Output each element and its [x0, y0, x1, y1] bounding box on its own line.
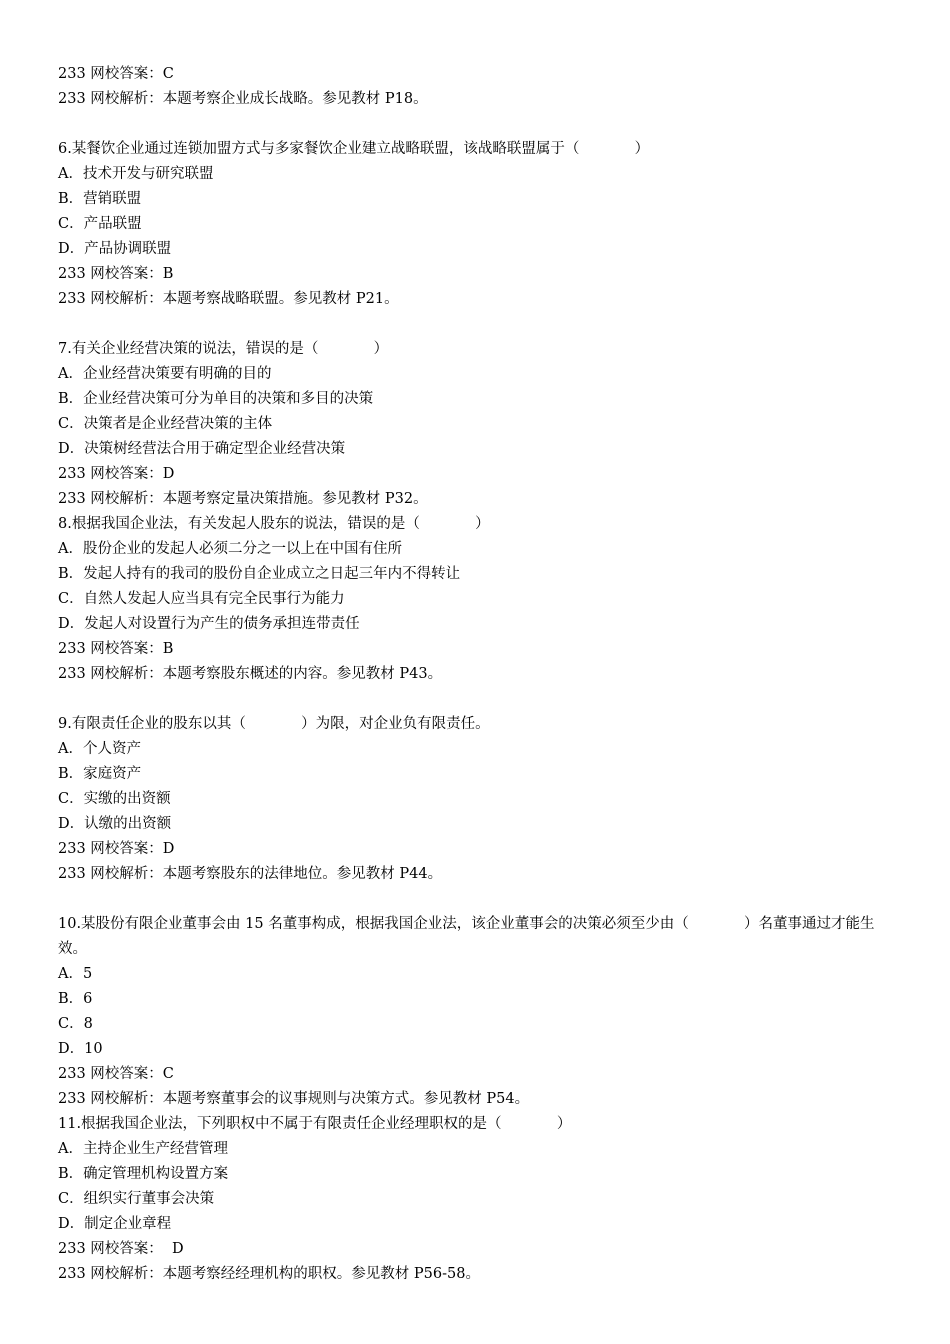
option-line: B．家庭资产	[58, 766, 142, 782]
analysis-line: 233 网校解析：本题考察战略联盟。参见教材 P21。	[58, 291, 399, 307]
answer-line: 233 网校答案：C	[58, 1066, 174, 1082]
option-line: A．主持企业生产经营管理	[58, 1141, 228, 1157]
option-line: B．企业经营决策可分为单目的决策和多目的决策	[58, 391, 374, 407]
analysis-line: 233 网校解析：本题考察经经理机构的职权。参见教材 P56-58。	[58, 1266, 480, 1282]
option-line: C．8	[58, 1016, 93, 1032]
question-text: 8.根据我国企业法，有关发起人股东的说法，错误的是（ ）	[58, 516, 490, 532]
analysis-line: 233 网校解析：本题考察董事会的议事规则与决策方式。参见教材 P54。	[58, 1091, 530, 1107]
analysis-line: 233 网校解析：本题考察定量决策措施。参见教材 P32。	[58, 491, 428, 507]
option-line: C．组织实行董事会决策	[58, 1191, 215, 1207]
answer-line: 233 网校答案：D	[58, 466, 175, 482]
question-text: 9.有限责任企业的股东以其（ ）为限，对企业负有限责任。	[58, 716, 490, 732]
option-line: A．股份企业的发起人必须二分之一以上在中国有住所	[58, 541, 402, 557]
blank-line	[58, 112, 898, 137]
answer-line: 233 网校答案：B	[58, 266, 174, 282]
analysis-line: 233 网校解析：本题考察股东概述的内容。参见教材 P43。	[58, 666, 443, 682]
blank-line	[58, 687, 898, 712]
analysis-line: 233 网校解析：本题考察企业成长战略。参见教材 P18。	[58, 91, 428, 107]
analysis-line: 233 网校解析：本题考察股东的法律地位。参见教材 P44。	[58, 866, 443, 882]
option-line: D．产品协调联盟	[58, 241, 172, 257]
option-line: C．实缴的出资额	[58, 791, 171, 807]
blank-line	[58, 887, 898, 912]
option-line: B．发起人持有的我司的股份自企业成立之日起三年内不得转让	[58, 566, 461, 582]
option-line: D．10	[58, 1041, 103, 1057]
option-line: C．自然人发起人应当具有完全民事行为能力	[58, 591, 345, 607]
option-line: C．产品联盟	[58, 216, 142, 232]
answer-line: 233 网校答案：C	[58, 66, 174, 82]
option-line: B．确定管理机构设置方案	[58, 1166, 229, 1182]
option-line: C．决策者是企业经营决策的主体	[58, 416, 273, 432]
answer-line: 233 网校答案： D	[58, 1241, 184, 1257]
answer-line: 233 网校答案：B	[58, 641, 174, 657]
blank-line	[58, 312, 898, 337]
question-text: 7.有关企业经营决策的说法，错误的是（ ）	[58, 341, 389, 357]
question-text: 6.某餐饮企业通过连锁加盟方式与多家餐饮企业建立战略联盟，该战略联盟属于（ ）	[58, 141, 650, 157]
option-line: D．制定企业章程	[58, 1216, 172, 1232]
option-line: D．决策树经营法合用于确定型企业经营决策	[58, 441, 346, 457]
option-line: B．营销联盟	[58, 191, 142, 207]
question-text: 11.根据我国企业法，下列职权中不属于有限责任企业经理职权的是（ ）	[58, 1116, 572, 1132]
option-line: A．企业经营决策要有明确的目的	[58, 366, 272, 382]
document-body	[58, 62, 898, 1287]
option-line: A．5	[58, 966, 93, 982]
question-text: 10.某股份有限企业董事会由 15 名董事构成，根据我国企业法，该企业董事会的决策必须至少由（ ）名董事通过才能生效。	[58, 916, 875, 957]
answer-line: 233 网校答案：D	[58, 841, 175, 857]
option-line: D．发起人对设置行为产生的债务承担连带责任	[58, 616, 360, 632]
option-line: B．6	[58, 991, 93, 1007]
option-line: A．技术开发与研究联盟	[58, 166, 214, 182]
option-line: A．个人资产	[58, 741, 141, 757]
option-line: D．认缴的出资额	[58, 816, 172, 832]
